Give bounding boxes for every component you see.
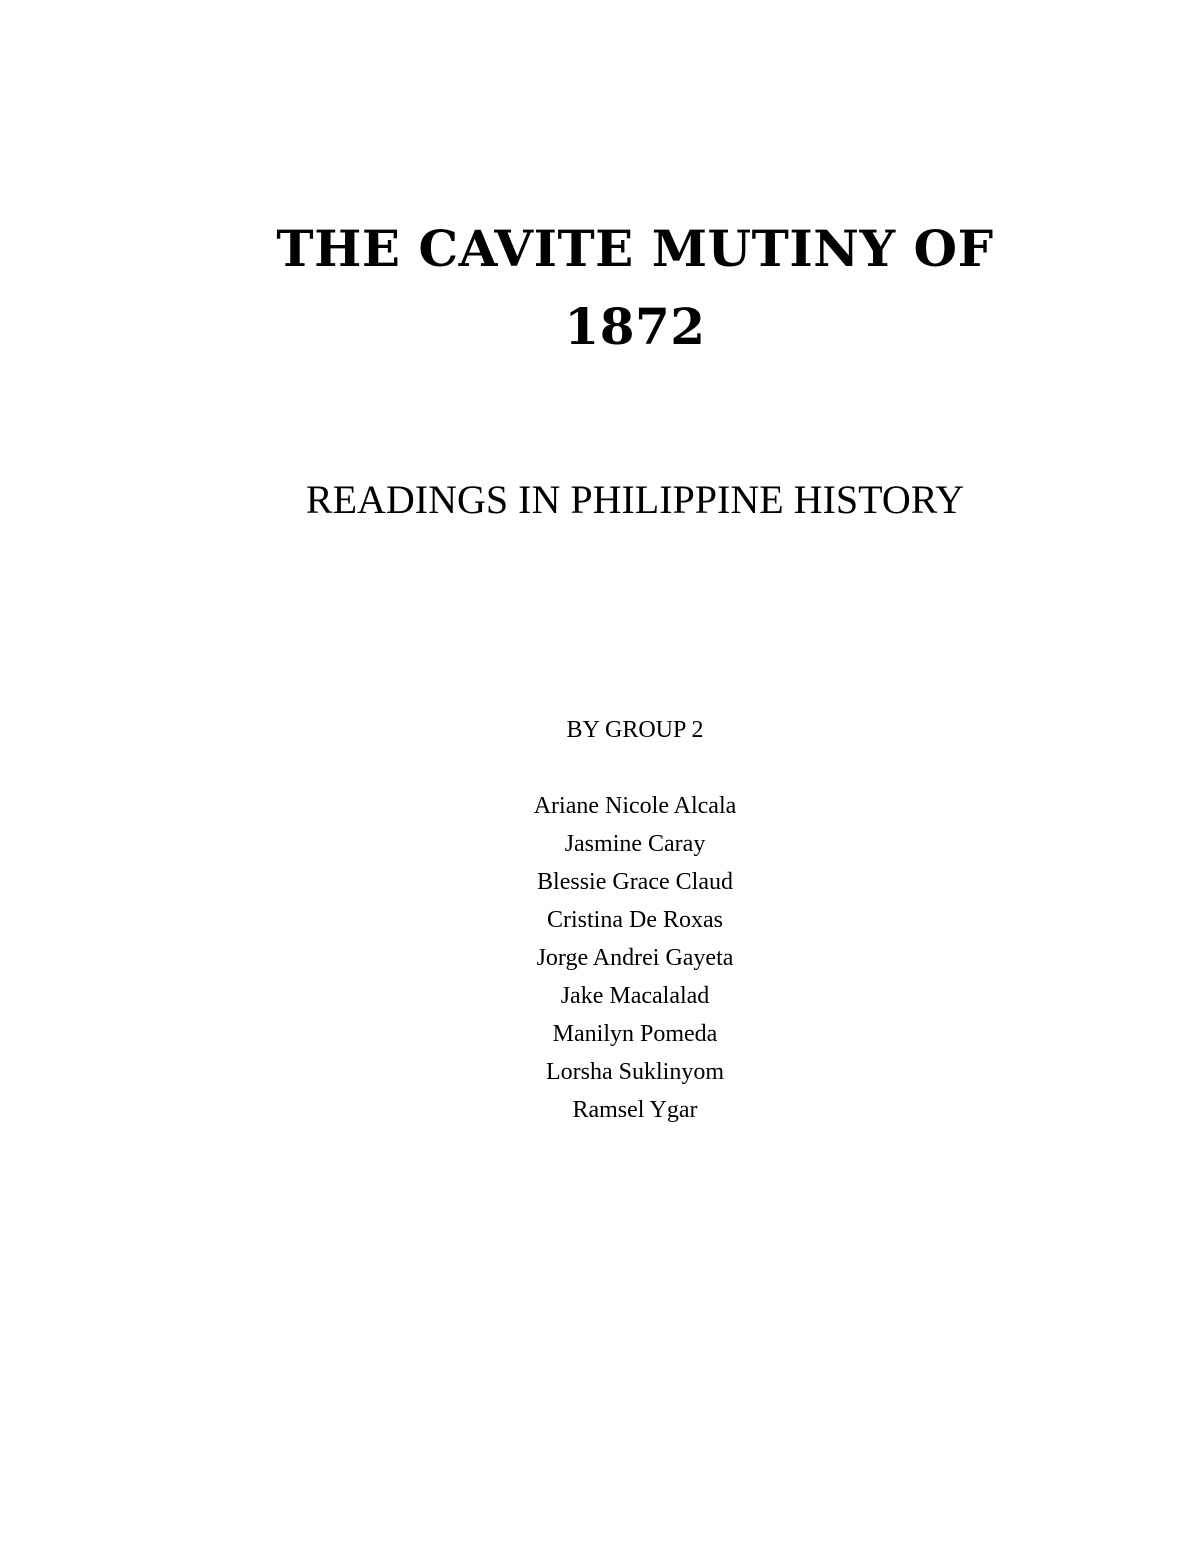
member-name: Cristina De Roxas (547, 907, 723, 933)
member-name: Blessie Grace Claud (537, 869, 733, 895)
document-title (0, 210, 1200, 366)
group-label: BY GROUP 2 (566, 717, 704, 743)
document-subtitle: READINGS IN PHILIPPINE HISTORY (305, 477, 965, 522)
member-name: Ariane Nicole Alcala (533, 793, 737, 819)
title-line-1: THE CAVITE MUTINY OF (276, 219, 994, 278)
member-name: Jake Macalalad (560, 983, 710, 1009)
member-name: Jorge Andrei Gayeta (536, 945, 734, 971)
member-name: Jasmine Caray (564, 831, 706, 857)
member-list (0, 787, 1200, 1129)
member-name: Ramsel Ygar (572, 1097, 698, 1123)
member-name: Lorsha Suklinyom (546, 1059, 724, 1085)
title-line-2: 1872 (564, 297, 706, 356)
member-name: Manilyn Pomeda (552, 1021, 718, 1047)
